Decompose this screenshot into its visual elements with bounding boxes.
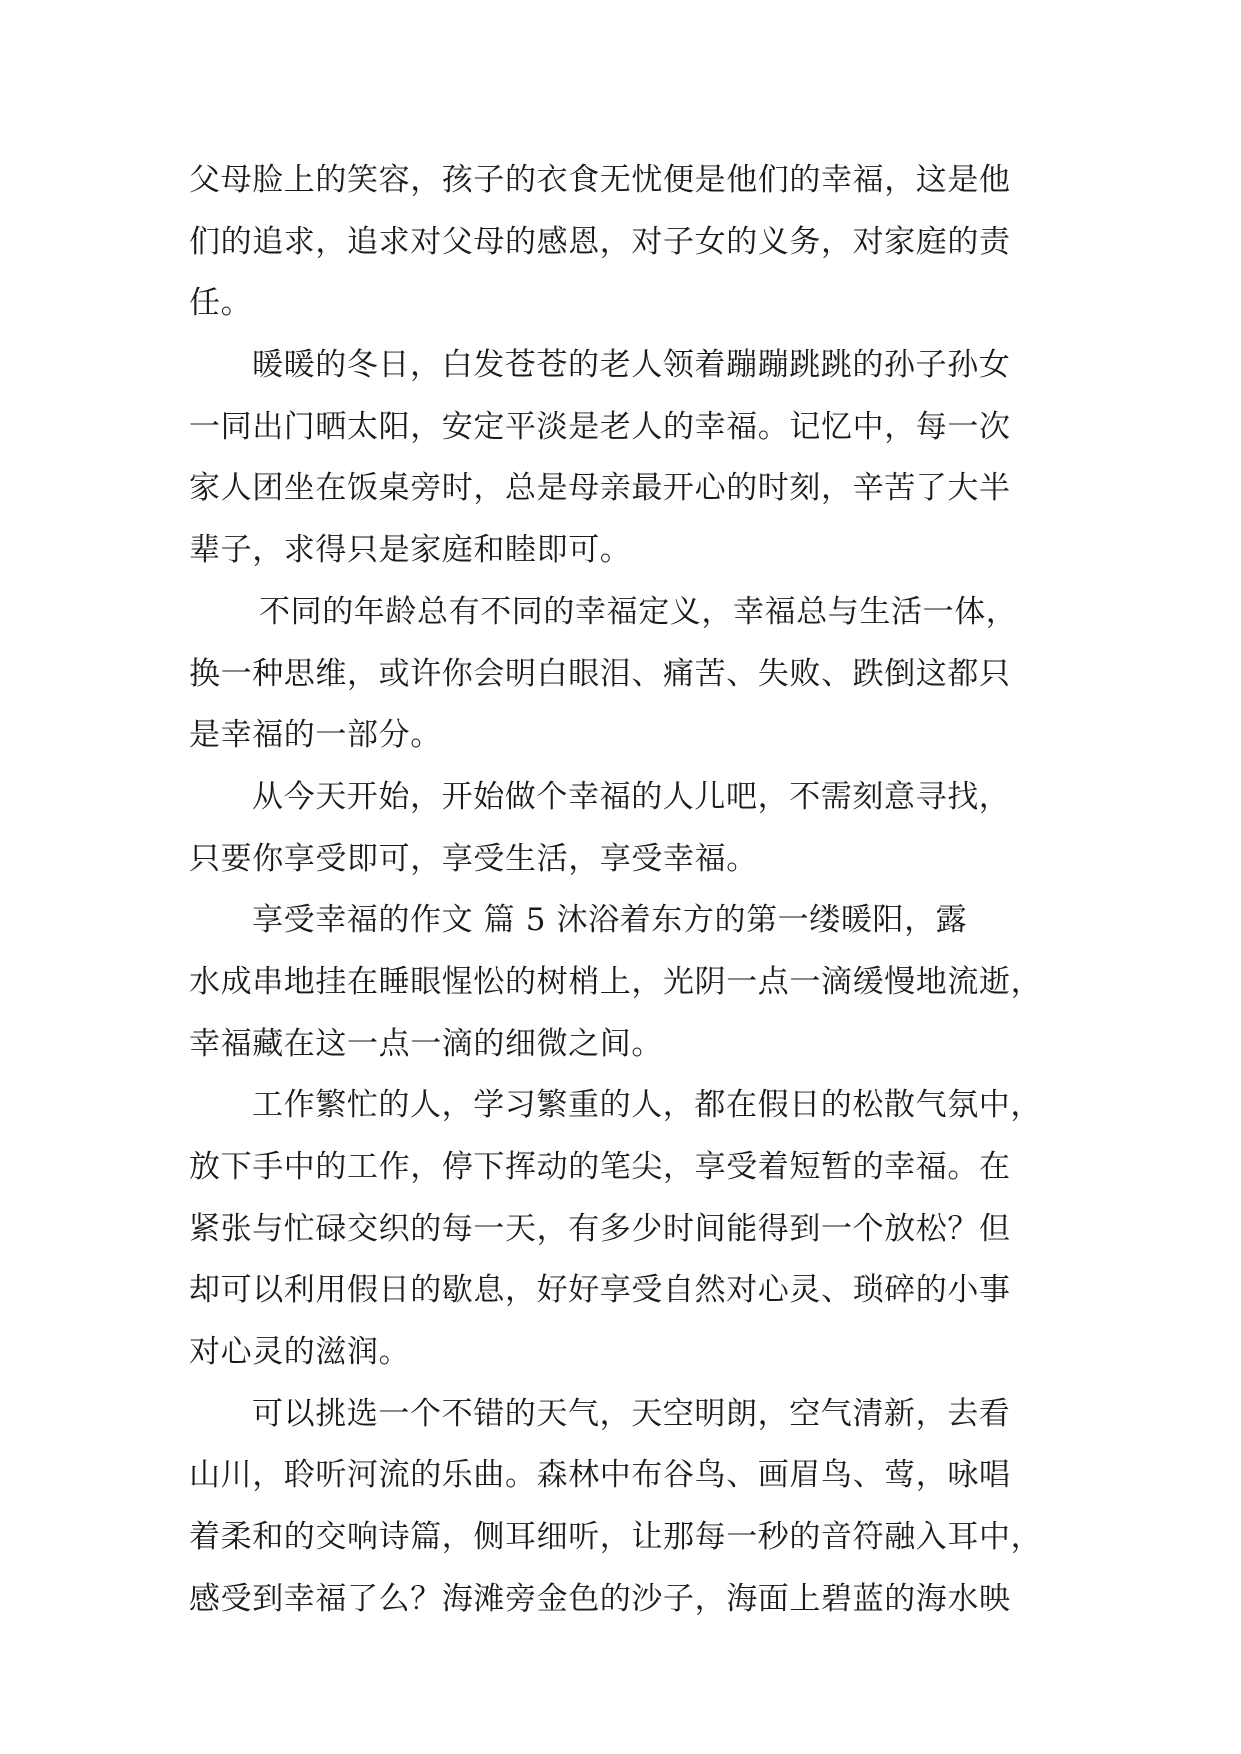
text-line: 着柔和的交响诗篇，侧耳细听，让那每一秒的音符融入耳中， — [189, 1519, 1043, 1556]
text-line: 只要你享受即可，享受生活，享受幸福。 — [189, 840, 758, 877]
paragraph-start-line: 工作繁忙的人，学习繁重的人，都在假日的松散气氛中， — [252, 1087, 1042, 1124]
text-line: 感受到幸福了么？海滩旁金色的沙子，海面上碧蓝的海水映 — [189, 1580, 1011, 1617]
text-line: 家人团坐在饭桌旁时，总是母亲最开心的时刻，辛苦了大半 — [189, 470, 1011, 507]
text-line: 却可以利用假日的歇息，好好享受自然对心灵、琐碎的小事 — [189, 1272, 1011, 1309]
section-heading-line: 享受幸福的作文 篇 5 沐浴着东方的第一缕暖阳，露 — [252, 902, 968, 939]
text-line: 放下手中的工作，停下挥动的笔尖，享受着短暂的幸福。在 — [189, 1149, 1011, 1185]
text-line: 任。 — [189, 285, 253, 322]
paragraph-start-line: 可以挑选一个不错的天气，天空明朗，空气清新，去看 — [252, 1395, 1011, 1432]
text-line: 辈子，求得只是家庭和睦即可。 — [189, 532, 632, 569]
paragraph-start-line: 从今天开始，开始做个幸福的人儿吧，不需刻意寻找， — [252, 778, 1011, 815]
text-line: 父母脸上的笑容，孩子的衣食无忧便是他们的幸福，这是他 — [189, 162, 1011, 198]
text-line: 山川，聆听河流的乐曲。森林中布谷鸟、画眉鸟、莺，咏唱 — [189, 1457, 1011, 1494]
text-line: 紧张与忙碌交织的每一天，有多少时间能得到一个放松？但 — [189, 1210, 1011, 1247]
text-line: 是幸福的一部分。 — [189, 717, 442, 754]
text-line: 幸福藏在这一点一滴的细微之间。 — [189, 1025, 663, 1062]
paragraph-start-line: 不同的年龄总有不同的幸福定义，幸福总与生活一体， — [259, 593, 1018, 630]
text-line: 换一种思维，或许你会明白眼泪、痛苦、失败、跌倒这都只 — [189, 655, 1011, 692]
text-line: 对心灵的滋润。 — [189, 1334, 411, 1371]
text-line: 们的追求，追求对父母的感恩，对子女的义务，对家庭的责 — [189, 223, 1011, 260]
essay-text — [189, 150, 1055, 1631]
text-line: 一同出门晒太阳，安定平淡是老人的幸福。记忆中，每一次 — [189, 408, 1011, 445]
paragraph-start-line: 暖暖的冬日，白发苍苍的老人领着蹦蹦跳跳的孙子孙女 — [252, 347, 1011, 384]
text-line: 水成串地挂在睡眼惺忪的树梢上，光阴一点一滴缓慢地流逝， — [189, 963, 1043, 1000]
